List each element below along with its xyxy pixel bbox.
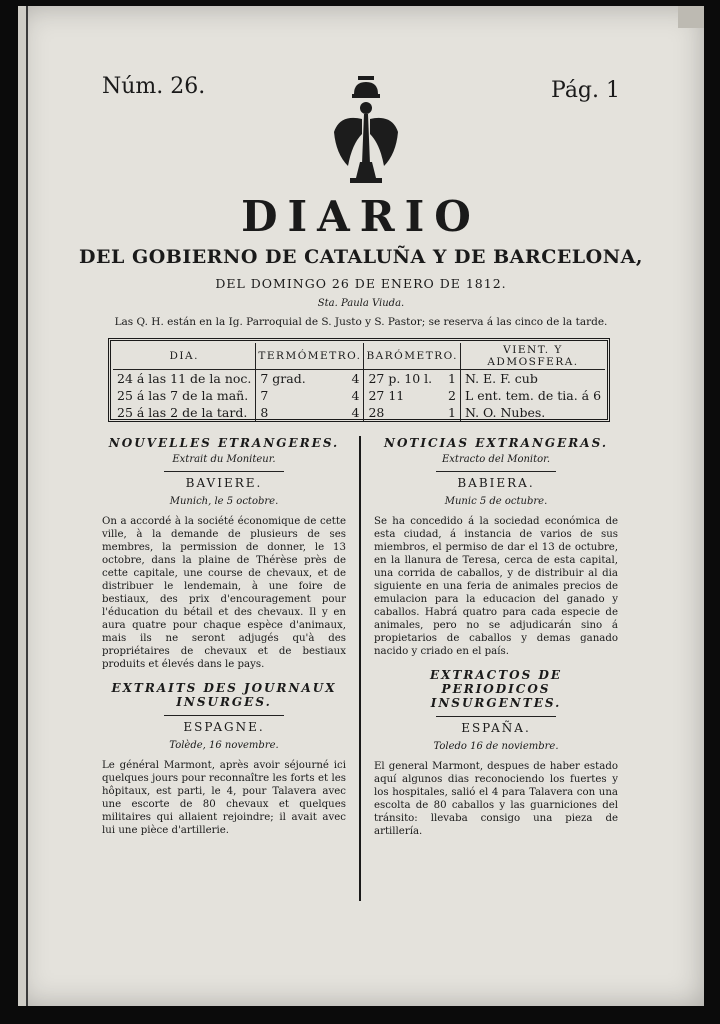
section-heading: NOUVELLES ETRANGERES. bbox=[108, 436, 340, 450]
cell-baro: 28 bbox=[368, 405, 385, 420]
newspaper-subtitle: DEL GOBIERNO DE CATALUÑA Y DE BARCELONA, bbox=[79, 246, 643, 268]
cell-term: 7 bbox=[260, 388, 269, 403]
spanish-column bbox=[374, 436, 618, 838]
cell-baro: 27 11 bbox=[368, 388, 405, 403]
page-corner-fold bbox=[678, 6, 704, 28]
cell-term-frac: 4 bbox=[339, 404, 364, 421]
article-body: Le général Marmont, après avoir séjourné ici quelques jours pour reconnaître les forts et les hôpitaux, est parti, le 4, pour Talavera avec une escorte de 80 chevaux et quelques militaires qui allaient rejoindre; il avait avec lui une pièce d'artillerie. bbox=[102, 760, 346, 836]
section-heading: NOTICIAS EXTRANGERAS. bbox=[383, 436, 608, 450]
saint-of-day: Sta. Paula Viuda. bbox=[317, 298, 405, 309]
article-dateline: Munic 5 de octubre. bbox=[444, 496, 548, 507]
cell-baro: 27 p. 10 l. bbox=[368, 371, 433, 386]
article-body: Se ha concedido á la sociedad económica de esta ciudad, á instancia de varios de sus miembros, el permiso de dar el 13 de octubre, en la llanura de Teresa, cerca de esta capital, una corrida de caballos, y de distribuir al dia siguiente en una feria de animales precios de emulacion para la educacion del ganado y caballos. Habrá quatro para cada especie de animales, pero no se adjudicarán sino á propietarios de caballos y demas ganado nacido y criado en el país. bbox=[374, 516, 618, 657]
article-place: ESPAÑA. bbox=[461, 721, 531, 735]
cell-dia: 24 á las 11 de la noc. bbox=[113, 370, 256, 388]
article-dateline: Munich, le 5 octobre. bbox=[169, 496, 279, 507]
article-place: BAVIERE. bbox=[185, 476, 263, 490]
cell-baro-frac: 1 bbox=[443, 404, 461, 421]
column-divider bbox=[359, 436, 361, 901]
article-place: ESPAGNE. bbox=[183, 720, 265, 734]
col-header-termometro: TERMÓMETRO. bbox=[256, 343, 364, 370]
cell-dia: 25 á las 2 de la tard. bbox=[113, 404, 256, 421]
cell-baro-frac: 1 bbox=[443, 370, 461, 388]
section-rule bbox=[164, 715, 284, 716]
col-header-viento: VIENT. Y ADMOSFERA. bbox=[460, 343, 605, 370]
newspaper-title: DIARIO bbox=[241, 192, 481, 241]
imperial-eagle-icon bbox=[330, 74, 402, 194]
cell-term: 8 bbox=[260, 405, 269, 420]
article-dateline: Toledo 16 de noviembre. bbox=[433, 741, 559, 752]
french-column bbox=[102, 436, 346, 837]
section-heading: EXTRAITS DES JOURNAUX INSURGES. bbox=[111, 681, 337, 709]
newspaper-page bbox=[18, 6, 704, 1006]
church-notice: Las Q. H. están en la Ig. Parroquial de S. Justo y S. Pastor; se reserva á las cinco de la tarde. bbox=[114, 316, 608, 328]
cell-viento: N. O. Nubes. bbox=[464, 405, 546, 420]
section-heading: EXTRACTOS DE PERIODICOS INSURGENTES. bbox=[430, 668, 562, 710]
page-binding-edge bbox=[18, 6, 28, 1006]
cell-term-frac: 4 bbox=[339, 370, 364, 388]
cell-dia: 25 á las 7 de la mañ. bbox=[113, 387, 256, 404]
article-place: BABIERA. bbox=[457, 476, 535, 490]
section-source: Extrait du Moniteur. bbox=[172, 454, 276, 465]
article-dateline: Tolède, 16 novembre. bbox=[169, 740, 279, 751]
page-number: Pág. 1 bbox=[551, 78, 620, 103]
table-row bbox=[113, 404, 605, 421]
col-header-dia: DIA. bbox=[113, 343, 256, 370]
issue-number: Núm. 26. bbox=[102, 74, 206, 99]
section-rule bbox=[164, 471, 284, 472]
cell-baro-frac: 2 bbox=[443, 387, 461, 404]
cell-term: 7 grad. bbox=[260, 371, 306, 386]
table-row bbox=[113, 370, 605, 388]
article-body: On a accordé à la société économique de cette ville, à la demande de plusieurs de ses membres, la permission de donner, le 13 octobre, dans la plaine de Thérèse près de cette capitale, une course de chevaux, et de distribuer le lendemain, à une foire de bestiaux, des prix d'encouragement pour l'éducation du bétail et des chevaux. Il y en aura quatre pour chaque espèce d'animaux, mais ils ne seront adjugés qu'à des propriétaires de chevaux et de bestiaux produits et élevés dans le pays. bbox=[102, 516, 346, 670]
table-row bbox=[113, 387, 605, 404]
article-body: El general Marmont, despues de haber estado aquí algunos dias reconociendo los fuertes y los hospitales, salió el 4 para Talavera con una escolta de 80 caballos y las guarniciones del tránsito: llevaba consigo una pieza de artillería. bbox=[374, 761, 618, 837]
cell-term-frac: 4 bbox=[339, 387, 364, 404]
cell-viento: N. E. F. cub bbox=[464, 371, 538, 386]
issue-date: DEL DOMINGO 26 DE ENERO DE 1812. bbox=[215, 276, 507, 291]
section-rule bbox=[436, 471, 556, 472]
col-header-barometro: BARÓMETRO. bbox=[364, 343, 460, 370]
section-rule bbox=[436, 716, 556, 717]
section-source: Extracto del Monitor. bbox=[441, 454, 550, 465]
cell-viento: L ent. tem. de tia. á 6 bbox=[464, 388, 602, 403]
weather-table bbox=[108, 338, 610, 422]
